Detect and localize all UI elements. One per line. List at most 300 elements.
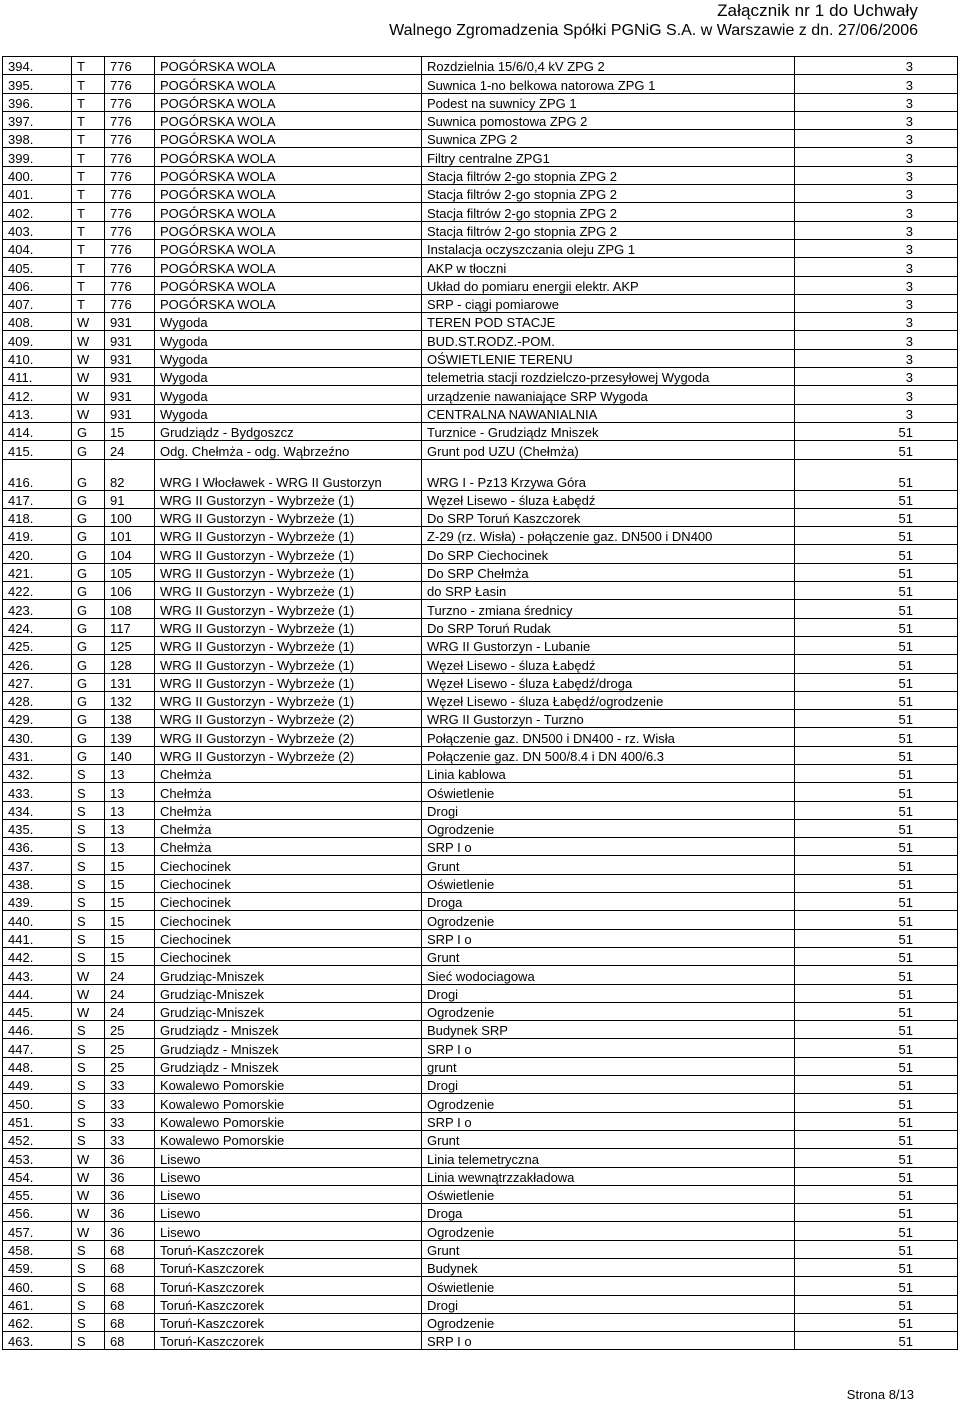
asset-description: Do SRP Toruń Rudak <box>422 618 795 636</box>
location-code: 82 <box>105 459 155 490</box>
asset-description: Oświetlenie <box>422 1185 795 1203</box>
row-number: 418. <box>3 508 72 526</box>
category-code: T <box>72 75 105 93</box>
table-row <box>3 966 958 984</box>
table-row <box>3 386 958 404</box>
value-code: 51 <box>795 673 958 691</box>
value-code: 51 <box>795 856 958 874</box>
asset-description: Suwnica pomostowa ZPG 2 <box>422 111 795 129</box>
location-code: 15 <box>105 893 155 911</box>
row-number: 459. <box>3 1259 72 1277</box>
value-code: 51 <box>795 600 958 618</box>
value-code: 51 <box>795 1313 958 1331</box>
location-name: Wygoda <box>155 349 422 367</box>
location-name: Kowalewo Pomorskie <box>155 1130 422 1148</box>
row-number: 438. <box>3 874 72 892</box>
row-number: 448. <box>3 1057 72 1075</box>
location-code: 125 <box>105 636 155 654</box>
location-name: WRG II Gustorzyn - Wybrzeże (2) <box>155 746 422 764</box>
table-row <box>3 1021 958 1039</box>
location-code: 15 <box>105 929 155 947</box>
category-code: T <box>72 294 105 312</box>
row-number: 428. <box>3 691 72 709</box>
asset-table-body <box>3 57 958 1350</box>
table-row <box>3 746 958 764</box>
table-row <box>3 838 958 856</box>
location-name: Ciechocinek <box>155 947 422 965</box>
asset-description: Ogrodzenie <box>422 819 795 837</box>
location-name: Wygoda <box>155 331 422 349</box>
category-code: T <box>72 93 105 111</box>
asset-description: WRG I - Pz13 Krzywa Góra <box>422 459 795 490</box>
location-code: 776 <box>105 93 155 111</box>
location-name: WRG II Gustorzyn - Wybrzeże (1) <box>155 508 422 526</box>
location-code: 33 <box>105 1094 155 1112</box>
category-code: T <box>72 111 105 129</box>
value-code: 51 <box>795 691 958 709</box>
category-code: S <box>72 1332 105 1350</box>
row-number: 423. <box>3 600 72 618</box>
table-row <box>3 947 958 965</box>
table-row <box>3 185 958 203</box>
row-number: 441. <box>3 929 72 947</box>
location-name: WRG II Gustorzyn - Wybrzeże (2) <box>155 710 422 728</box>
location-code: 776 <box>105 75 155 93</box>
table-row <box>3 490 958 508</box>
location-name: Lisewo <box>155 1185 422 1203</box>
asset-description: CENTRALNA NAWANIALNIA <box>422 404 795 422</box>
category-code: S <box>72 1277 105 1295</box>
row-number: 427. <box>3 673 72 691</box>
category-code: T <box>72 185 105 203</box>
table-row <box>3 929 958 947</box>
value-code: 51 <box>795 508 958 526</box>
location-code: 13 <box>105 783 155 801</box>
location-name: Wygoda <box>155 404 422 422</box>
location-code: 15 <box>105 947 155 965</box>
asset-description: Linia kablowa <box>422 764 795 782</box>
location-name: Grudziądz - Bydgoszcz <box>155 422 422 440</box>
table-row <box>3 673 958 691</box>
location-code: 15 <box>105 422 155 440</box>
location-name: Chełmża <box>155 801 422 819</box>
location-code: 68 <box>105 1313 155 1331</box>
table-row <box>3 801 958 819</box>
asset-description: SRP I o <box>422 838 795 856</box>
table-row <box>3 764 958 782</box>
location-name: Chełmża <box>155 764 422 782</box>
location-name: POGÓRSKA WOLA <box>155 185 422 203</box>
attachment-title: Załącznik nr 1 do Uchwały <box>717 1 918 20</box>
value-code: 51 <box>795 1185 958 1203</box>
table-row <box>3 819 958 837</box>
location-code: 24 <box>105 1002 155 1020</box>
category-code: G <box>72 545 105 563</box>
row-number: 399. <box>3 148 72 166</box>
location-name: WRG II Gustorzyn - Wybrzeże (1) <box>155 655 422 673</box>
page-number: Strona 8/13 <box>846 1387 914 1402</box>
table-row <box>3 1222 958 1240</box>
row-number: 413. <box>3 404 72 422</box>
location-name: POGÓRSKA WOLA <box>155 276 422 294</box>
row-number: 424. <box>3 618 72 636</box>
category-code: S <box>72 1295 105 1313</box>
row-number: 397. <box>3 111 72 129</box>
asset-description: SRP I o <box>422 929 795 947</box>
category-code: W <box>72 1149 105 1167</box>
category-code: G <box>72 618 105 636</box>
row-number: 458. <box>3 1240 72 1258</box>
asset-description: Do SRP Ciechocinek <box>422 545 795 563</box>
value-code: 51 <box>795 966 958 984</box>
location-name: POGÓRSKA WOLA <box>155 221 422 239</box>
location-name: Lisewo <box>155 1167 422 1185</box>
table-row <box>3 331 958 349</box>
row-number: 422. <box>3 582 72 600</box>
value-code: 51 <box>795 783 958 801</box>
category-code: S <box>72 819 105 837</box>
asset-description: Stacja filtrów 2-go stopnia ZPG 2 <box>422 203 795 221</box>
asset-description: telemetria stacji rozdzielczo-przesyłowej Wygoda <box>422 368 795 386</box>
location-code: 100 <box>105 508 155 526</box>
table-row <box>3 508 958 526</box>
value-code: 51 <box>795 459 958 490</box>
category-code: W <box>72 1185 105 1203</box>
value-code: 51 <box>795 655 958 673</box>
location-code: 25 <box>105 1021 155 1039</box>
table-row <box>3 1130 958 1148</box>
table-row <box>3 57 958 75</box>
value-code: 51 <box>795 984 958 1002</box>
table-row <box>3 368 958 386</box>
row-number: 454. <box>3 1167 72 1185</box>
location-code: 33 <box>105 1112 155 1130</box>
location-name: Grudziądz - Mniszek <box>155 1039 422 1057</box>
location-name: Toruń-Kaszczorek <box>155 1313 422 1331</box>
category-code: S <box>72 1094 105 1112</box>
value-code: 51 <box>795 1021 958 1039</box>
asset-description: do SRP Łasin <box>422 582 795 600</box>
location-name: Wygoda <box>155 386 422 404</box>
value-code: 51 <box>795 746 958 764</box>
table-row <box>3 856 958 874</box>
category-code: T <box>72 57 105 75</box>
location-name: WRG II Gustorzyn - Wybrzeże (1) <box>155 545 422 563</box>
row-number: 432. <box>3 764 72 782</box>
location-name: Lisewo <box>155 1222 422 1240</box>
asset-description: Suwnica ZPG 2 <box>422 130 795 148</box>
category-code: S <box>72 856 105 874</box>
location-name: WRG II Gustorzyn - Wybrzeże (1) <box>155 527 422 545</box>
value-code: 3 <box>795 294 958 312</box>
value-code: 3 <box>795 75 958 93</box>
row-number: 396. <box>3 93 72 111</box>
table-row <box>3 349 958 367</box>
location-code: 68 <box>105 1332 155 1350</box>
asset-description: Droga <box>422 1204 795 1222</box>
location-name: WRG II Gustorzyn - Wybrzeże (1) <box>155 618 422 636</box>
asset-description: Drogi <box>422 1295 795 1313</box>
category-code: W <box>72 386 105 404</box>
category-code: G <box>72 710 105 728</box>
row-number: 456. <box>3 1204 72 1222</box>
location-name: POGÓRSKA WOLA <box>155 57 422 75</box>
location-code: 36 <box>105 1149 155 1167</box>
location-name: Ciechocinek <box>155 893 422 911</box>
location-name: POGÓRSKA WOLA <box>155 203 422 221</box>
value-code: 51 <box>795 527 958 545</box>
location-name: Lisewo <box>155 1204 422 1222</box>
asset-description: grunt <box>422 1057 795 1075</box>
asset-description: WRG II Gustorzyn - Turzno <box>422 710 795 728</box>
location-code: 68 <box>105 1240 155 1258</box>
asset-description: SRP - ciągi pomiarowe <box>422 294 795 312</box>
asset-description: Stacja filtrów 2-go stopnia ZPG 2 <box>422 166 795 184</box>
location-code: 931 <box>105 313 155 331</box>
table-row <box>3 600 958 618</box>
row-number: 450. <box>3 1094 72 1112</box>
value-code: 51 <box>795 728 958 746</box>
table-row <box>3 911 958 929</box>
category-code: W <box>72 331 105 349</box>
location-name: Wygoda <box>155 368 422 386</box>
table-row <box>3 1295 958 1313</box>
row-number: 404. <box>3 239 72 257</box>
location-name: Grudziądz - Mniszek <box>155 1021 422 1039</box>
location-code: 776 <box>105 276 155 294</box>
asset-description: Oświetlenie <box>422 874 795 892</box>
asset-description: Węzeł Lisewo - śluza Łabędź <box>422 490 795 508</box>
value-code: 3 <box>795 221 958 239</box>
value-code: 51 <box>795 1112 958 1130</box>
category-code: G <box>72 746 105 764</box>
location-code: 36 <box>105 1204 155 1222</box>
category-code: S <box>72 783 105 801</box>
location-name: WRG II Gustorzyn - Wybrzeże (1) <box>155 490 422 508</box>
location-name: Odg. Chełmża - odg. Wąbrzeźno <box>155 441 422 459</box>
row-number: 416. <box>3 459 72 490</box>
location-code: 24 <box>105 966 155 984</box>
location-code: 128 <box>105 655 155 673</box>
value-code: 51 <box>795 1057 958 1075</box>
value-code: 51 <box>795 764 958 782</box>
category-code: T <box>72 130 105 148</box>
location-code: 117 <box>105 618 155 636</box>
category-code: T <box>72 276 105 294</box>
value-code: 51 <box>795 947 958 965</box>
location-code: 776 <box>105 166 155 184</box>
table-row <box>3 276 958 294</box>
location-code: 138 <box>105 710 155 728</box>
asset-description: Instalacja oczyszczania oleju ZPG 1 <box>422 239 795 257</box>
asset-description: Węzeł Lisewo - śluza Łabędź <box>422 655 795 673</box>
asset-description: AKP w tłoczni <box>422 258 795 276</box>
category-code: T <box>72 148 105 166</box>
row-number: 445. <box>3 1002 72 1020</box>
location-code: 91 <box>105 490 155 508</box>
table-row <box>3 313 958 331</box>
row-number: 415. <box>3 441 72 459</box>
asset-description: Linia wewnątrzzakładowa <box>422 1167 795 1185</box>
category-code: G <box>72 655 105 673</box>
row-number: 412. <box>3 386 72 404</box>
category-code: G <box>72 441 105 459</box>
asset-description: Węzeł Lisewo - śluza Łabędź/droga <box>422 673 795 691</box>
row-number: 394. <box>3 57 72 75</box>
category-code: S <box>72 893 105 911</box>
value-code: 51 <box>795 1167 958 1185</box>
location-code: 13 <box>105 801 155 819</box>
location-code: 104 <box>105 545 155 563</box>
asset-description: Suwnica 1-no belkowa natorowa ZPG 1 <box>422 75 795 93</box>
table-row <box>3 874 958 892</box>
location-code: 15 <box>105 911 155 929</box>
table-row <box>3 691 958 709</box>
location-name: Wygoda <box>155 313 422 331</box>
category-code: G <box>72 527 105 545</box>
location-code: 776 <box>105 57 155 75</box>
category-code: S <box>72 1076 105 1094</box>
location-name: Grudziąc-Mniszek <box>155 984 422 1002</box>
location-name: Grudziąc-Mniszek <box>155 966 422 984</box>
asset-description: Ogrodzenie <box>422 1094 795 1112</box>
category-code: W <box>72 404 105 422</box>
value-code: 51 <box>795 441 958 459</box>
row-number: 460. <box>3 1277 72 1295</box>
asset-description: Turznice - Grudziądz Mniszek <box>422 422 795 440</box>
asset-description: Grunt <box>422 1130 795 1148</box>
row-number: 419. <box>3 527 72 545</box>
category-code: G <box>72 600 105 618</box>
location-code: 132 <box>105 691 155 709</box>
table-row <box>3 294 958 312</box>
value-code: 51 <box>795 1094 958 1112</box>
location-name: POGÓRSKA WOLA <box>155 75 422 93</box>
category-code: S <box>72 838 105 856</box>
location-name: Kowalewo Pomorskie <box>155 1112 422 1130</box>
asset-description: BUD.ST.RODZ.-POM. <box>422 331 795 349</box>
location-code: 13 <box>105 764 155 782</box>
location-name: POGÓRSKA WOLA <box>155 130 422 148</box>
value-code: 3 <box>795 203 958 221</box>
location-code: 15 <box>105 856 155 874</box>
location-code: 776 <box>105 185 155 203</box>
value-code: 51 <box>795 1332 958 1350</box>
asset-description: Budynek SRP <box>422 1021 795 1039</box>
value-code: 51 <box>795 929 958 947</box>
category-code: S <box>72 1259 105 1277</box>
category-code: G <box>72 691 105 709</box>
table-row <box>3 1313 958 1331</box>
location-name: Grudziąc-Mniszek <box>155 1002 422 1020</box>
value-code: 51 <box>795 422 958 440</box>
table-row <box>3 1240 958 1258</box>
category-code: S <box>72 1021 105 1039</box>
asset-description: Budynek <box>422 1259 795 1277</box>
location-code: 776 <box>105 258 155 276</box>
location-name: Kowalewo Pomorskie <box>155 1076 422 1094</box>
location-code: 36 <box>105 1185 155 1203</box>
location-code: 931 <box>105 368 155 386</box>
value-code: 3 <box>795 404 958 422</box>
location-code: 931 <box>105 331 155 349</box>
table-row <box>3 1002 958 1020</box>
asset-description: Ogrodzenie <box>422 1313 795 1331</box>
asset-description: urządzenie nawaniające SRP Wygoda <box>422 386 795 404</box>
table-row <box>3 1112 958 1130</box>
value-code: 3 <box>795 331 958 349</box>
location-code: 25 <box>105 1057 155 1075</box>
value-code: 3 <box>795 239 958 257</box>
table-row <box>3 1057 958 1075</box>
asset-description: Stacja filtrów 2-go stopnia ZPG 2 <box>422 185 795 203</box>
row-number: 421. <box>3 563 72 581</box>
row-number: 395. <box>3 75 72 93</box>
location-name: WRG II Gustorzyn - Wybrzeże (2) <box>155 728 422 746</box>
row-number: 463. <box>3 1332 72 1350</box>
table-row <box>3 636 958 654</box>
row-number: 420. <box>3 545 72 563</box>
value-code: 51 <box>795 545 958 563</box>
location-code: 776 <box>105 294 155 312</box>
resolution-subtitle: Walnego Zgromadzenia Spółki PGNiG S.A. w Warszawie z dn. 27/06/2006 <box>389 22 918 39</box>
table-row <box>3 582 958 600</box>
category-code: W <box>72 984 105 1002</box>
table-row <box>3 783 958 801</box>
row-number: 405. <box>3 258 72 276</box>
asset-description: SRP I o <box>422 1112 795 1130</box>
location-name: POGÓRSKA WOLA <box>155 294 422 312</box>
category-code: W <box>72 966 105 984</box>
category-code: G <box>72 490 105 508</box>
category-code: W <box>72 1204 105 1222</box>
location-name: WRG II Gustorzyn - Wybrzeże (1) <box>155 563 422 581</box>
asset-description: Do SRP Toruń Kaszczorek <box>422 508 795 526</box>
row-number: 449. <box>3 1076 72 1094</box>
table-row <box>3 203 958 221</box>
value-code: 51 <box>795 1204 958 1222</box>
value-code: 51 <box>795 582 958 600</box>
asset-description: Linia telemetryczna <box>422 1149 795 1167</box>
asset-description: Grunt pod UZU (Chełmża) <box>422 441 795 459</box>
location-name: WRG II Gustorzyn - Wybrzeże (1) <box>155 582 422 600</box>
location-name: Ciechocinek <box>155 929 422 947</box>
asset-description: Połączenie gaz. DN 500/8.4 i DN 400/6.3 <box>422 746 795 764</box>
location-name: Toruń-Kaszczorek <box>155 1259 422 1277</box>
row-number: 444. <box>3 984 72 1002</box>
location-name: POGÓRSKA WOLA <box>155 111 422 129</box>
location-name: POGÓRSKA WOLA <box>155 258 422 276</box>
value-code: 51 <box>795 1277 958 1295</box>
location-code: 931 <box>105 386 155 404</box>
value-code: 3 <box>795 130 958 148</box>
category-code: G <box>72 673 105 691</box>
category-code: T <box>72 239 105 257</box>
row-number: 403. <box>3 221 72 239</box>
location-code: 24 <box>105 984 155 1002</box>
category-code: S <box>72 801 105 819</box>
asset-description: SRP I o <box>422 1039 795 1057</box>
row-number: 426. <box>3 655 72 673</box>
category-code: W <box>72 1002 105 1020</box>
value-code: 51 <box>795 1240 958 1258</box>
table-row <box>3 459 958 490</box>
location-code: 24 <box>105 441 155 459</box>
location-code: 776 <box>105 239 155 257</box>
row-number: 446. <box>3 1021 72 1039</box>
location-name: Toruń-Kaszczorek <box>155 1240 422 1258</box>
value-code: 51 <box>795 563 958 581</box>
